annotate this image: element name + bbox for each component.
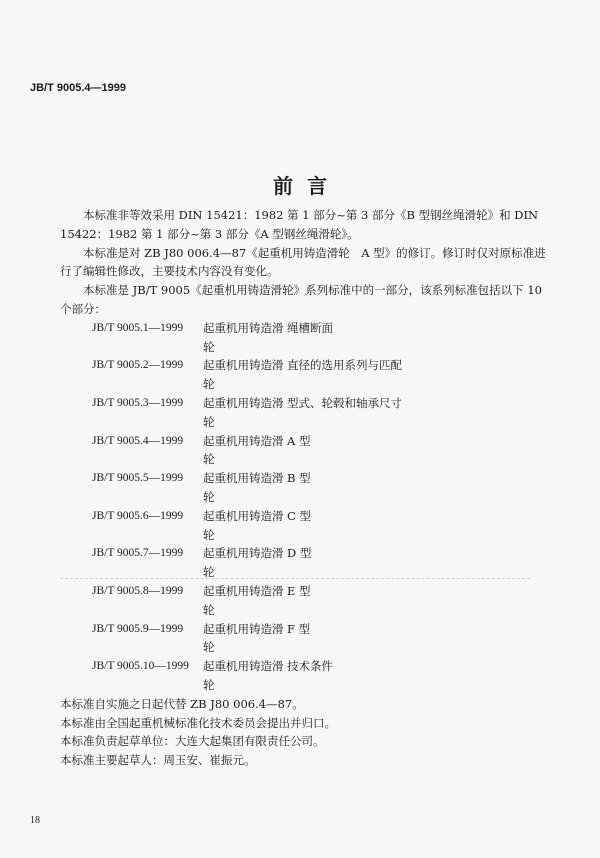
paragraph: 本标准由全国起重机械标准化技术委员会提出并归口。 — [60, 715, 336, 730]
part-name: 起重机用铸造滑轮 — [203, 659, 284, 692]
paragraph: 本标准非等效采用 DIN 15421：1982 第 1 部分~第 3 部分《B 型钢丝绳滑轮》和 DIN 15422：1982 第 1 部分~第 3 部分《A 型钢丝绳滑轮》。 — [60, 208, 539, 241]
part-name: 起重机用铸造滑轮 — [203, 395, 284, 429]
part-subtitle: A 型 — [287, 433, 311, 448]
part-code: JB/T 9005.3—1999 — [92, 396, 184, 409]
paragraph: 本标准负责起草单位：大连大起集团有限责任公司。 — [60, 734, 325, 749]
part-subtitle: 技术条件 — [287, 659, 333, 674]
part-name: 起重机用铸造滑轮 — [203, 433, 284, 467]
part-item — [92, 582, 550, 620]
part-code: JB/T 9005.1—1999 — [92, 321, 184, 334]
part-subtitle: C 型 — [287, 508, 311, 523]
part-code: JB/T 9005.5—1999 — [92, 472, 184, 485]
part-item — [92, 469, 550, 507]
part-item — [92, 394, 550, 432]
part-name: 起重机用铸造滑轮 — [203, 621, 284, 655]
part-subtitle: D 型 — [287, 546, 312, 561]
scan-artifact-line — [60, 578, 530, 579]
part-item — [92, 432, 550, 470]
part-item — [92, 319, 550, 357]
part-name: 起重机用铸造滑轮 — [203, 546, 284, 580]
part-name: 起重机用铸造滑轮 — [203, 508, 284, 542]
paragraph: 本标准是 JB/T 9005《起重机用铸造滑轮》系列标准中的一部分，该系列标准包括以下 10 个部分： — [60, 283, 542, 316]
document-body — [60, 206, 550, 770]
part-code: JB/T 9005.10—1999 — [92, 660, 189, 673]
part-code: JB/T 9005.6—1999 — [92, 509, 184, 522]
part-item — [92, 544, 550, 582]
part-code: JB/T 9005.8—1999 — [92, 584, 184, 597]
part-item — [92, 657, 550, 695]
part-subtitle: B 型 — [287, 471, 311, 486]
part-name: 起重机用铸造滑轮 — [203, 583, 284, 617]
part-name: 起重机用铸造滑轮 — [203, 471, 284, 504]
part-name: 起重机用铸造滑轮 — [203, 358, 284, 392]
paragraph: 本标准是对 ZB J80 006.4—87《起重机用铸造滑轮 A 型》的修订。修订时仅对原标准进行了编辑性修改，主要技术内容没有变化。 — [60, 245, 546, 279]
part-code: JB/T 9005.9—1999 — [92, 622, 184, 635]
page-title: 前言 — [273, 174, 341, 198]
part-subtitle: 绳槽断面 — [287, 320, 333, 335]
standard-number-header: JB/T 9005.4—1999 — [30, 82, 127, 94]
part-subtitle: E 型 — [287, 583, 311, 598]
part-name: 起重机用铸造滑轮 — [203, 320, 284, 354]
part-item — [92, 507, 550, 545]
part-item — [92, 356, 550, 394]
part-code: JB/T 9005.4—1999 — [92, 434, 184, 447]
part-item — [92, 620, 550, 658]
part-subtitle: F 型 — [287, 621, 311, 636]
parts-list — [60, 319, 550, 695]
page-number: 18 — [30, 815, 40, 826]
part-code: JB/T 9005.2—1999 — [92, 359, 184, 372]
part-code: JB/T 9005.7—1999 — [92, 547, 184, 560]
part-subtitle: 直径的选用系列与匹配 — [287, 358, 402, 373]
paragraph: 本标准自实施之日起代替 ZB J80 006.4—87。 — [60, 696, 304, 711]
paragraph: 本标准主要起草人：周玉安、崔振元。 — [60, 753, 256, 768]
part-subtitle: 型式、轮毂和轴承尺寸 — [287, 395, 402, 410]
